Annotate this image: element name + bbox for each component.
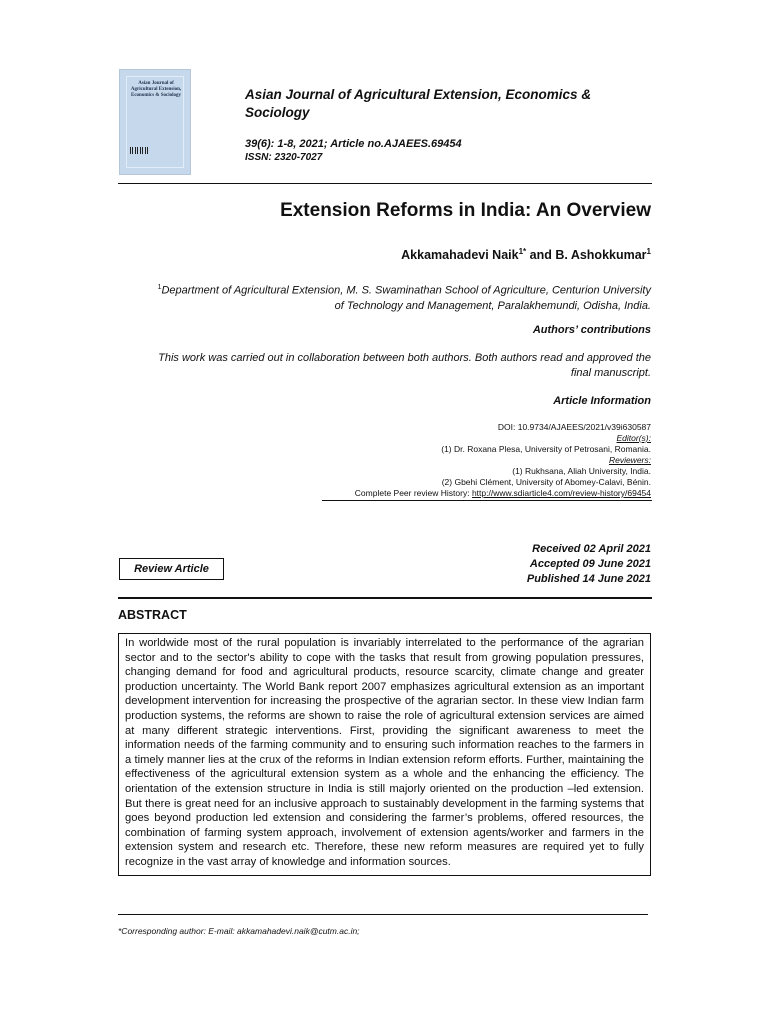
editors-label: Editor(s): [616,433,651,443]
affiliation-mark: 1 [157,284,162,291]
barcode-icon [130,147,150,154]
paper-title: Extension Reforms in India: An Overview [280,200,651,221]
abstract-divider [118,597,652,599]
journal-volume: 39(6): 1-8, 2021; Article no.AJAEES.69454 [245,138,462,150]
contributions-text [118,351,651,381]
reviewer-entry: (2) Gbehi Clément, University of Abomey-Calavi, Bénin. [441,477,651,487]
abstract-text: In worldwide most of the rural population is invariably interrelated to the performance of the agrarian sector and to the sector's ability to cope with the tasks that result from growing population pressures, changing demand for food and agricultural products, resource scarcity, climate change and greater production uncertainty. The World Bank report 2007 emphasizes agricultural extension as an important development intervention for increasing the prospective of the agrarian sector. In these view Indian farm production systems, the reforms are shown to raise the role of agricultural extension services are aimed at many different strategic interventions. First, providing the significant awareness to meet the information needs of the farming community and to ensuring such information reaches to the farmers in a timely manner lies at the crux of the reforms in Indian extension reform efforts. Further, maintaining the effectiveness of the agricultural extension system as a whole and the enhancing the efficiency. The orientation of the extension structure in India is still majorly oriented on the production –led extension. But there is great need for an inclusive approach to sustainably development in the farming systems that goes beyond production led extension and considering the farmer’s problems, offered resources, the combination of farming system approach, involvement of extension agents/worker and farmers in the extension system and research etc. Therefore, these new reform measures are required yet to fully recognize in the vast array of knowledge and information sources. [118,633,651,876]
editor-entry: (1) Dr. Roxana Plesa, University of Petrosani, Romania. [441,444,651,454]
contributions-line: final manuscript. [570,367,651,379]
peer-review-link[interactable]: http://www.sdiarticle4.com/review-history/69454 [471,488,651,498]
author-name: B. Ashokkumar [555,248,647,263]
affiliation [118,280,651,314]
affiliation-line: of Technology and Management, Paralakhemundi, Odisha, India. [334,299,651,312]
author-affiliation-mark: 1 [646,247,651,256]
article-info [300,422,651,499]
journal-title: Asian Journal of Agricultural Extension, Economics & Sociology [245,87,592,120]
peer-review-label: Complete Peer review History: [354,488,472,498]
author-separator: and [526,248,556,263]
doi: DOI: 10.9734/AJAEES/2021/v39i630587 [497,422,651,432]
journal-issn: ISSN: 2320-7027 [245,152,323,163]
publication-dates [400,542,651,587]
reviewer-entry: (1) Rukhsana, Aliah University, India. [512,466,651,476]
affiliation-line: $^1$Department of Agricultural Extension, M. S. Swaminathan School of Agriculture, Centurion University [157,284,651,297]
article-type-badge: Review Article [119,558,224,580]
reviewers-label: Reviewers: [608,455,651,465]
author-list [118,247,651,262]
peer-review-history [300,488,651,499]
received-date: Received 02 April 2021 [532,543,651,555]
author-affiliation-mark: 1* [518,247,527,256]
author-name: Akkamahadevi Naik [401,248,519,263]
contributions-heading: Authors’ contributions [532,324,651,336]
footnote-divider [118,914,648,915]
published-date: Published 14 June 2021 [526,573,651,585]
contributions-line: This work was carried out in collaboration between both authors. Both authors read and approved the [158,352,651,364]
accepted-date: Accepted 09 June 2021 [529,558,651,570]
corresponding-author-footnote: *Corresponding author: E-mail: akkamahadevi.naik@cutm.ac.in; [118,926,360,936]
info-divider [322,500,652,501]
journal-cover-image [119,69,191,175]
article-info-heading: Article Information [553,395,651,407]
cover-title: Asian Journal of Agricultural Extension, Economics & Sociology [130,81,182,98]
header-divider [118,183,652,184]
abstract-heading: ABSTRACT [118,608,187,622]
